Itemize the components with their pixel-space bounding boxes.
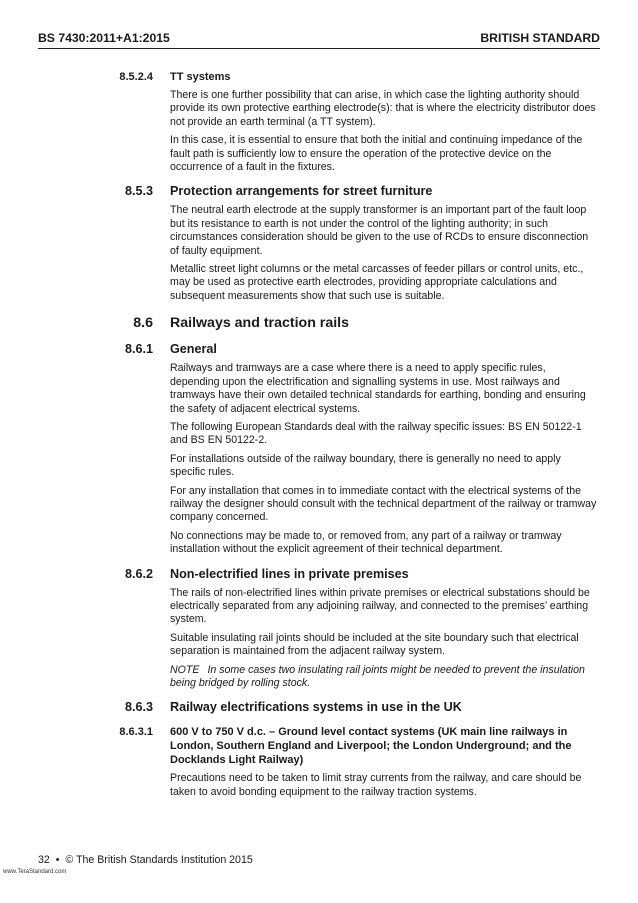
paragraph: The rails of non-electrified lines within private premises or electrical substations should be electrically separated from any adjoining railway, and connected to the premises’ earthing system. [170,586,590,626]
page-footer [38,853,253,867]
section-heading [0,699,638,715]
standard-number: BS 7430:2011+A1:2015 [38,31,170,45]
watermark-url: www.TeraStandard.com [3,869,67,875]
section-number: 8.6.3 [124,700,153,715]
paragraph: Suitable insulating rail joints should be included at the site boundary such that electrical separation is maintained from the adjacent railway system. [170,631,579,658]
paragraph: In this case, it is essential to ensure that both the initial and continuing impedance of the fault path is sufficiently low to ensure the operation of the protective device on the occurrence of a fault in the fixtures. [170,134,583,174]
section-title: 600 V to 750 V d.c. – Ground level contact systems (UK main line railways in London, Southern England and Liverpool; the London Underground; and the Docklands Light Railway) [170,726,572,767]
paragraph: Precautions need to be taken to limit stray currents from the railway, and care should be taken to avoid bonding equipment to the railway traction systems. [170,772,582,798]
publisher-label: BRITISH STANDARD [480,31,600,45]
section-number: 8.6.2 [124,566,153,581]
paragraph: There is one further possibility that can arise, in which case the lighting authority should provide its own protective earthing electrode(s): that is where the electricity distributor does not provide an earth terminal (a TT system). [170,89,596,128]
copyright-notice: © The British Standards Institution 2015 [65,854,253,866]
section-title: TT systems [170,71,231,83]
section-heading [0,341,638,357]
note [170,664,598,691]
section-number: 8.6.3.1 [119,726,153,739]
paragraph: The following European Standards deal with the railway specific issues: BS EN 50122-1 and BS EN 50122-2. [170,420,582,447]
section-title: Railway electrifications systems in use in the UK [170,700,462,715]
paragraph: Railways and tramways are a case where there is a need to apply specific rules, depending upon the electrification and signalling systems in use. Most railways and tramways have their own detailed technical standards for earthing, bonding and ensuring the safety of adjacent electrical systems. [170,362,586,415]
running-header [38,30,600,49]
paragraph: The neutral earth electrode at the supply transformer is an important part of the fault loop but its resistance to earth is not under the control of the lighting authority; in such circumstances consideration should be given to the use of RCDs to ensure disconnection of faulty equipment. [170,204,589,257]
section-heading [0,70,638,84]
section-heading [0,725,638,767]
section-title: Non-electrified lines in private premises [170,566,409,581]
paragraph: No connections may be made to, or removed from, any part of a railway or tramway installation without the explicit agreement of their technical department. [170,529,562,556]
paragraph: Metallic street light columns or the metal carcasses of feeder pillars or control units, etc., may be used as protective earth electrodes, providing appropriate calculations and subsequent measurements show that such use is suitable. [170,263,584,302]
section-title: Protection arrangements for street furniture [170,184,433,199]
section-title: Railways and traction rails [170,315,349,332]
section-number: 8.5.2.4 [119,71,153,83]
section-heading [0,566,638,582]
section-heading [0,314,638,332]
section-number: 8.6 [133,315,153,332]
paragraph: For installations outside of the railway boundary, there is generally no need to apply specific rules. [170,452,561,479]
footer-bullet: • [55,854,60,866]
section-number: 8.5.3 [124,184,153,199]
paragraph: For any installation that comes in to immediate contact with the electrical systems of the railway the designer should consult with the technical department of the railway or tramway company concerned. [170,484,597,524]
section-number: 8.6.1 [124,342,153,357]
section-heading [0,183,638,199]
document-body [0,60,638,799]
note-label: NOTE [170,663,200,676]
page-number: 32 [38,854,50,866]
note-text: In some cases two insulating rail joints might be needed to prevent the insulation being bridged by rolling stock. [170,663,585,689]
section-title: General [170,342,217,357]
